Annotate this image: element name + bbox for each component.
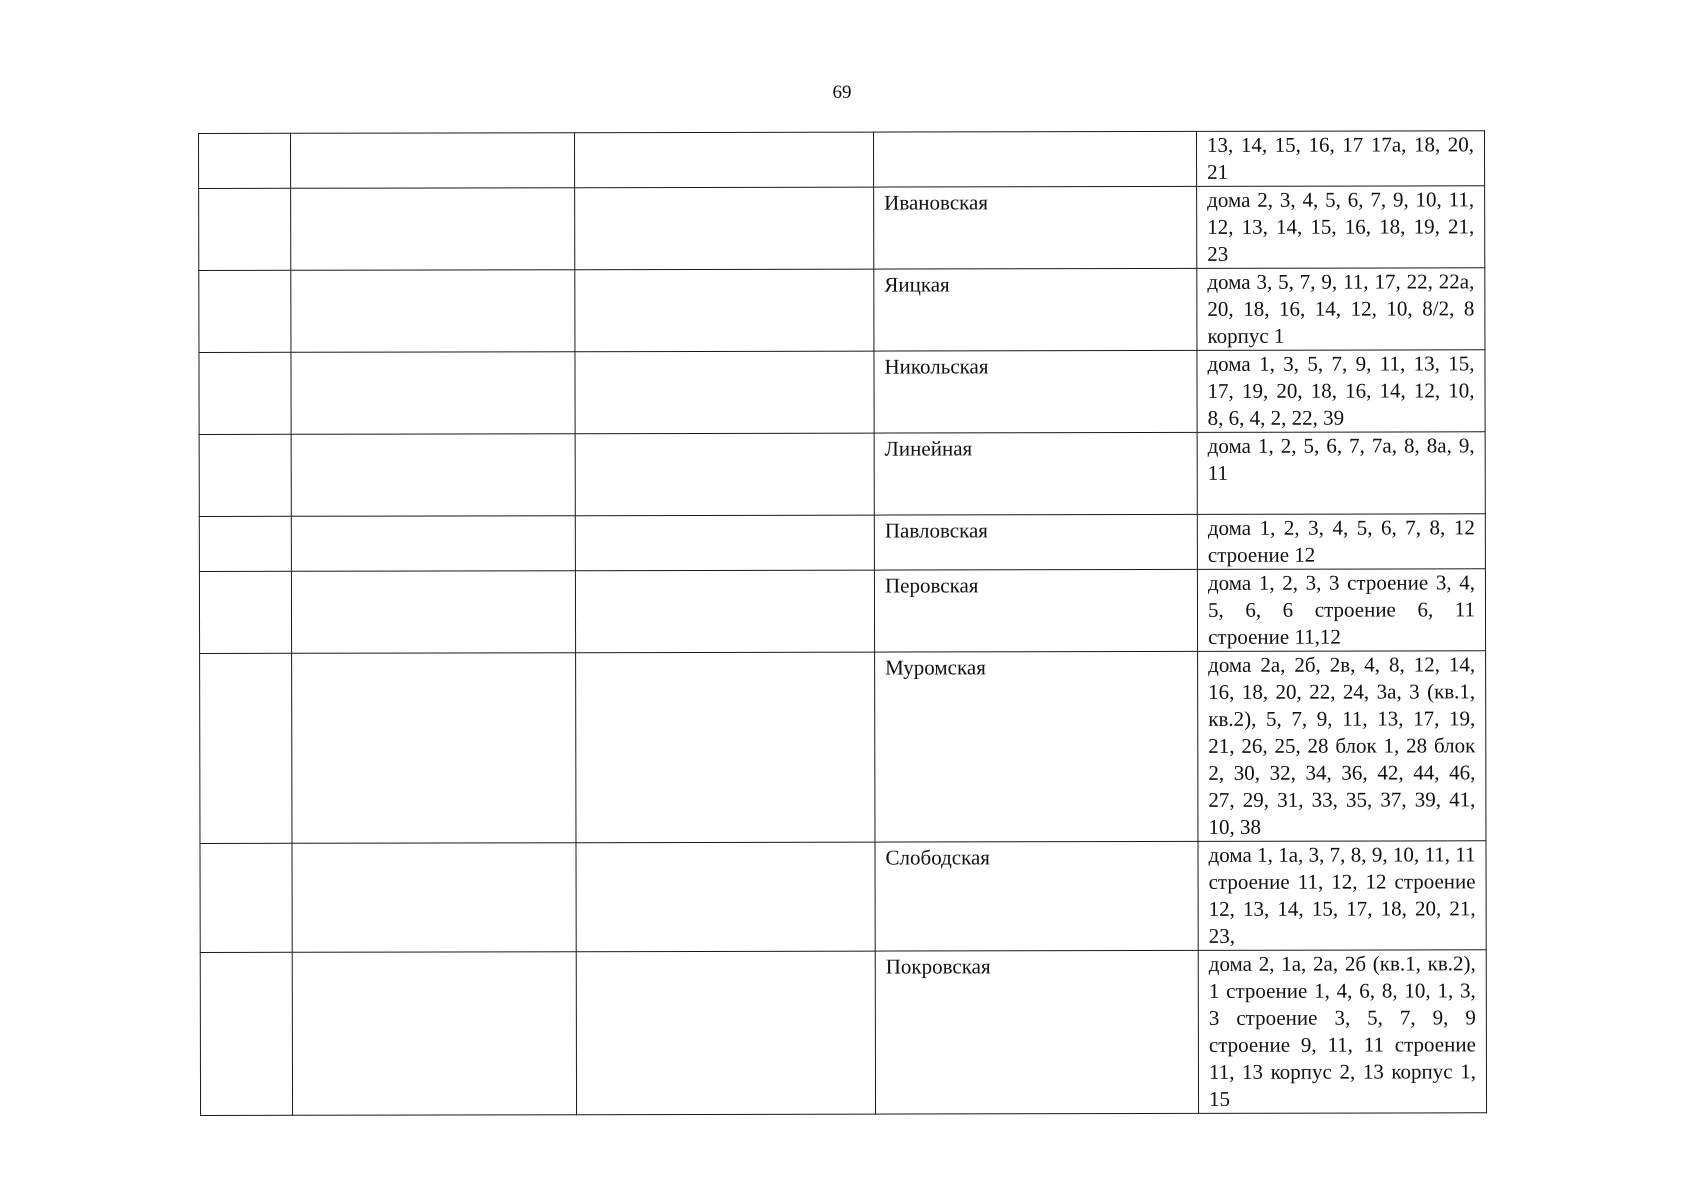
empty-cell bbox=[291, 188, 575, 271]
empty-cell bbox=[291, 270, 575, 353]
empty-cell bbox=[575, 515, 874, 571]
house-numbers: дома 1, 2, 3, 3 строение 3, 4, 5, 6, 6 строение 6, 11 строение 11,12 bbox=[1197, 569, 1485, 652]
street-name: Слободская bbox=[875, 841, 1198, 951]
number-cell bbox=[200, 952, 292, 1115]
house-numbers: дома 1, 3, 5, 7, 9, 11, 13, 15, 17, 19, 20, 18, 16, 14, 12, 10, 8, 6, 4, 2, 22, 39 bbox=[1197, 350, 1485, 433]
empty-cell bbox=[575, 269, 874, 352]
empty-cell bbox=[576, 951, 875, 1115]
house-numbers: дома 1, 2, 5, 6, 7, 7а, 8, 8а, 9, 11 bbox=[1197, 432, 1485, 515]
street-name: Перовская bbox=[874, 569, 1197, 652]
empty-cell bbox=[575, 132, 874, 188]
table-row bbox=[199, 514, 1485, 572]
street-name: Яицкая bbox=[874, 268, 1197, 351]
house-numbers: дома 3, 5, 7, 9, 11, 17, 22, 22а, 20, 18, 16, 14, 12, 10, 8/2, 8 корпус 1 bbox=[1197, 268, 1485, 351]
street-name: Ивановская bbox=[874, 186, 1197, 269]
number-cell bbox=[199, 352, 291, 434]
empty-cell bbox=[575, 433, 874, 516]
house-numbers: 13, 14, 15, 16, 17 17а, 18, 20, 21 bbox=[1196, 131, 1484, 187]
number-cell bbox=[199, 270, 291, 352]
table-row bbox=[199, 350, 1485, 435]
empty-cell bbox=[576, 652, 875, 843]
page-number: 69 bbox=[832, 82, 852, 103]
number-cell bbox=[199, 133, 291, 188]
number-cell bbox=[199, 516, 291, 571]
table-row bbox=[200, 950, 1486, 1116]
house-numbers: дома 2, 3, 4, 5, 6, 7, 9, 10, 11, 12, 13, 14, 15, 16, 18, 19, 21, 23 bbox=[1197, 186, 1485, 269]
empty-cell bbox=[575, 351, 874, 434]
empty-cell bbox=[291, 516, 575, 572]
table-row bbox=[199, 268, 1485, 353]
table-row bbox=[199, 569, 1485, 654]
house-numbers: дома 1, 2, 3, 4, 5, 6, 7, 8, 12 строение 12 bbox=[1197, 514, 1485, 570]
house-numbers: дома 2, 1а, 2а, 2б (кв.1, кв.2), 1 строение 1, 4, 6, 8, 10, 1, 3, 3 строение 3, 5, 7, 9, 9 строение 9, 11, 11 строение 11, 13 корпус 2, 13 корпус 1, 15 bbox=[1198, 950, 1486, 1114]
table-row bbox=[199, 432, 1485, 517]
street-name: Никольская bbox=[874, 350, 1197, 433]
empty-cell bbox=[291, 133, 575, 189]
empty-cell bbox=[575, 187, 874, 270]
empty-cell bbox=[575, 570, 874, 653]
house-numbers: дома 1, 1а, 3, 7, 8, 9, 10, 11, 11 строение 11, 12, 12 строение 12, 13, 14, 15, 17, 18, 20, 21, 23, bbox=[1198, 841, 1486, 951]
empty-cell bbox=[291, 434, 575, 517]
number-cell bbox=[199, 188, 291, 270]
number-cell bbox=[199, 571, 291, 653]
empty-cell bbox=[292, 843, 576, 953]
number-cell bbox=[200, 843, 292, 952]
address-table bbox=[198, 130, 1487, 1116]
house-numbers: дома 2а, 2б, 2в, 4, 8, 12, 14, 16, 18, 20, 22, 24, 3а, 3 (кв.1, кв.2), 5, 7, 9, 11, 13, 17, 19, 21, 26, 25, 28 блок 1, 28 блок 2, 30, 32, 34, 36, 42, 44, 46, 27, 29, 31, 33, 35, 37, 39, 41, 10, 38 bbox=[1198, 651, 1486, 842]
empty-cell bbox=[292, 952, 576, 1116]
empty-cell bbox=[576, 842, 875, 952]
empty-cell bbox=[291, 352, 575, 435]
empty-cell bbox=[291, 571, 575, 654]
street-name: Павловская bbox=[874, 514, 1197, 570]
table-row bbox=[199, 186, 1485, 271]
street-name bbox=[873, 131, 1196, 187]
number-cell bbox=[200, 653, 292, 843]
street-name: Покровская bbox=[875, 950, 1198, 1114]
table-row bbox=[200, 841, 1486, 953]
number-cell bbox=[199, 434, 291, 516]
table-row bbox=[200, 651, 1486, 844]
empty-cell bbox=[292, 653, 576, 844]
street-name: Муромская bbox=[875, 651, 1198, 842]
table-row bbox=[199, 131, 1485, 189]
street-name: Линейная bbox=[874, 432, 1197, 515]
